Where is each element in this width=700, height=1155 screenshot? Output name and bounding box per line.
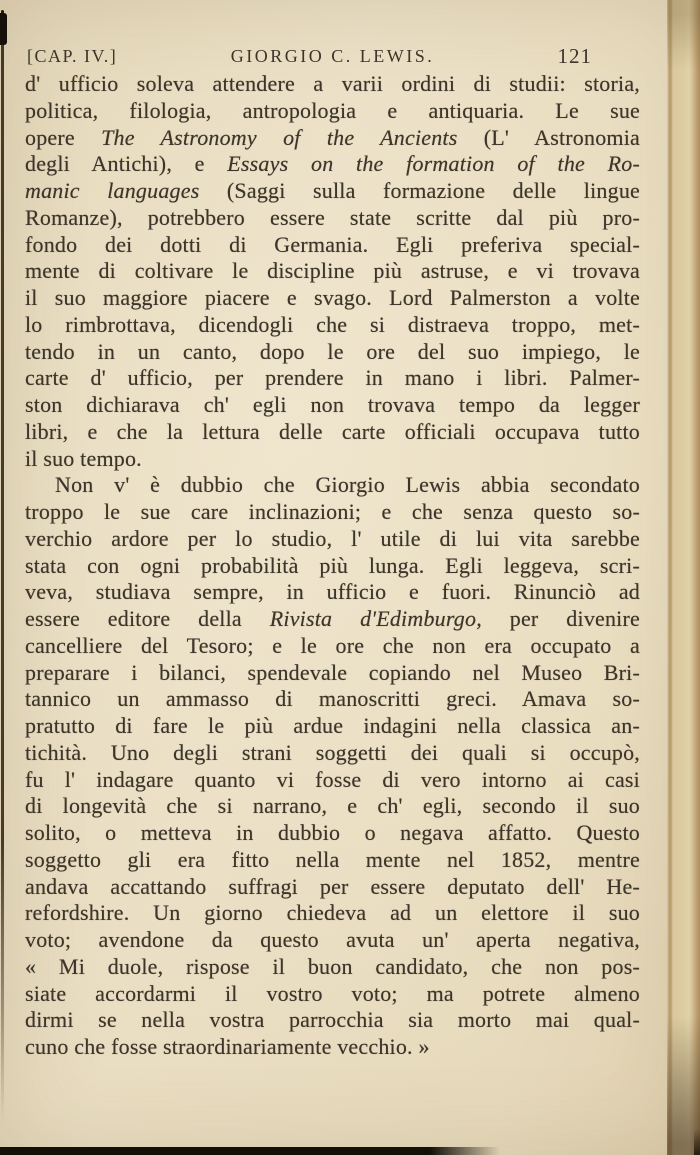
text-segment: essere editore della (25, 606, 270, 631)
text-segment: cancelliere del Tesoro; e le ore che non era occupato a (25, 632, 640, 658)
text-line (25, 339, 640, 366)
text-line (25, 660, 640, 687)
text-segment: Non v' è dubbio che Giorgio Lewis abbia secondato (55, 472, 640, 498)
text-segment: troppo le sue care inclinazioni; e che senza questo so- (25, 499, 640, 524)
text-segment: stata con ogni probabilità più lunga. Egli leggeva, scri- (25, 552, 640, 578)
text-line (25, 900, 640, 927)
italic-text-segment: manic languages (25, 178, 200, 203)
text-line (25, 927, 640, 954)
text-segment: refordshire. Un giorno chiedeva ad un elettore il suo (25, 900, 640, 926)
text-segment: tichità. Uno degli strani soggetti dei quali si occupò, (25, 739, 640, 765)
text-segment: (L' Astronomia (457, 124, 640, 150)
text-line (25, 205, 640, 232)
text-segment: Romanze), potrebbero essere state scritte dal più pro- (25, 204, 640, 230)
text-segment: veva, studiava sempre, in ufficio e fuori. Rinunciò ad (25, 579, 640, 605)
text-line (25, 392, 640, 419)
text-line (25, 312, 640, 339)
text-segment: ston dichiarava ch' egli non trovava tempo da legger (25, 392, 640, 417)
text-segment: dirmi se nella vostra parrocchia sia morto mai qual- (25, 1007, 640, 1033)
text-line (25, 151, 640, 178)
text-line (25, 820, 640, 847)
page-edge-right (667, 0, 700, 1155)
text-line (25, 285, 640, 312)
text-segment: politica, filologia, antropologia e antiquaria. Le sue (25, 97, 640, 123)
text-segment: verchio ardore per lo studio, l' utile di lui vita sarebbe (25, 525, 640, 551)
text-segment: il suo tempo. (25, 445, 142, 471)
text-segment: tannico un ammasso di manoscritti greci. Amava so- (25, 686, 640, 712)
text-segment: degli Antichi), e (25, 151, 228, 177)
text-segment: di longevità che si narrano, e ch' egli, secondo il suo (25, 793, 640, 819)
text-line (25, 553, 640, 580)
text-segment: mente di coltivare le discipline più astruse, e vi trovava (25, 258, 640, 284)
text-segment: pratutto di fare le più ardue indagini nella classica an- (25, 713, 640, 738)
text-segment: solito, o metteva in dubbio o negava affatto. Questo (25, 820, 640, 845)
text-line (25, 981, 640, 1008)
text-line (25, 686, 640, 713)
scan-edge-bottom-right (694, 1129, 700, 1155)
text-line (25, 740, 640, 767)
text-segment: voto; avendone da questo avuta un' aperta negativa, (25, 927, 640, 952)
scan-edge-left-mark (0, 13, 7, 45)
text-line (25, 579, 640, 606)
scan-edge-bottom (0, 1147, 500, 1155)
text-segment: libri, e che la lettura delle carte officiali occupava tutto (25, 418, 640, 444)
text-line (25, 713, 640, 740)
text-segment: lo rimbrottava, dicendogli che si distraeva troppo, met- (25, 311, 640, 337)
page-header (25, 44, 640, 70)
italic-text-segment: Rivista d'Edimburgo, (269, 606, 482, 631)
text-line (25, 125, 640, 152)
running-title: GIORGIO C. LEWIS. (230, 46, 435, 66)
text-segment: il suo maggiore piacere e svago. Lord Palmerston a volte (25, 285, 640, 310)
text-segment: fondo dei dotti di Germania. Egli preferiva special- (25, 231, 640, 257)
text-line (25, 178, 640, 205)
text-segment: d' ufficio soleva attendere a varii ordini di studii: storia, (25, 71, 640, 96)
text-line (25, 767, 640, 794)
text-segment: preparare i bilanci, spendevale copiando nel Museo Bri- (25, 659, 640, 685)
text-segment: cuno che fosse straordinariamente vecchio. » (25, 1034, 430, 1059)
text-segment: « Mi duole, rispose il buon candidato, che non pos- (25, 953, 640, 979)
text-line (25, 419, 640, 446)
text-line (25, 446, 640, 473)
text-line (25, 1034, 640, 1061)
text-segment: fu l' indagare quanto vi fosse di vero intorno ai casi (25, 766, 640, 792)
text-line (25, 606, 640, 633)
italic-text-segment: Essays on the formation of the Ro- (227, 151, 640, 177)
text-line (25, 874, 640, 901)
text-segment: andava accattando suffragi per essere deputato dell' He- (25, 873, 640, 899)
text-line (25, 258, 640, 285)
text-line (25, 793, 640, 820)
text-line (25, 847, 640, 874)
text-line (25, 526, 640, 553)
italic-text-segment: The Astronomy of the Ancients (101, 124, 458, 150)
scan-edge-left-line (1, 10, 4, 1120)
text-segment: opere (25, 124, 102, 150)
text-segment: (Saggi sulla formazione delle lingue (199, 178, 640, 203)
text-line (25, 499, 640, 526)
text-line (25, 954, 640, 981)
text-line (25, 472, 640, 499)
text-line (25, 365, 640, 392)
text-segment: tendo in un canto, dopo le ore del suo impiego, le (25, 338, 640, 364)
text-line (25, 633, 640, 660)
text-line (25, 232, 640, 259)
text-segment: per divenire (481, 606, 640, 631)
text-segment: soggetto gli era fitto nella mente nel 1852, mentre (25, 846, 640, 872)
text-segment: siate accordarmi il vostro voto; ma potrete almeno (25, 980, 640, 1006)
text-line (25, 1007, 640, 1034)
text-line (25, 98, 640, 125)
text-segment: carte d' ufficio, per prendere in mano i libri. Palmer- (25, 365, 640, 391)
text-line (25, 71, 640, 98)
body-text (25, 71, 640, 1061)
page-number: 121 (557, 44, 592, 68)
chapter-label: [CAP. IV.] (27, 46, 118, 66)
